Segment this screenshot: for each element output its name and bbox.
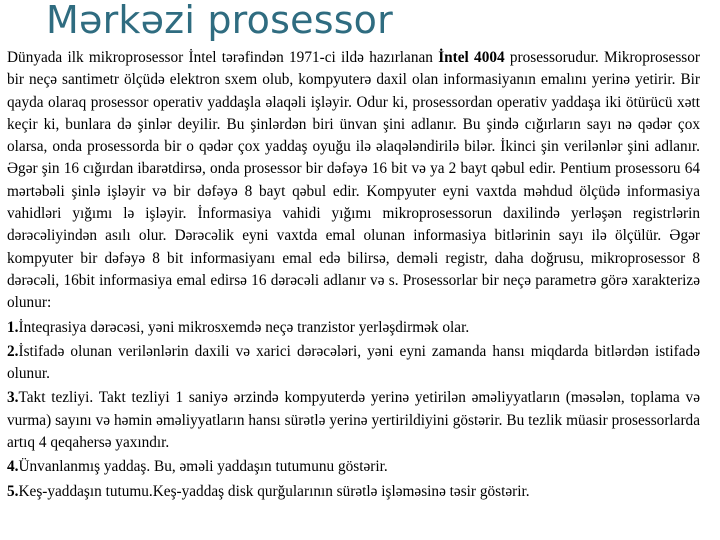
list-item-1 bbox=[7, 317, 700, 339]
intro-paragraph bbox=[7, 47, 700, 315]
list-item-text: İnteqrasiya dərəcəsi, yəni mikrosxemdə neçə tranzistor yerləşdirmək olar. bbox=[18, 318, 470, 336]
list-item-number: 2. bbox=[7, 342, 19, 360]
list-item-number: 3. bbox=[7, 389, 19, 407]
slide-title: Mərkəzi prosessor bbox=[46, 0, 393, 42]
list-item-5 bbox=[7, 481, 700, 503]
intro-text-part2: prosessorudur. Mikroprosessor bir neçə santimetr ölçüdə elektron sxem olub, kompyuterə daxil olan informasiyanın emalını yerinə yetirir. Bir qayda olaraq prosessor operativ yaddaşla əlaqəli işləyir. Odur ki, prosessordan operativ yaddaşa iki ötürücü xətt keçir ki, bunlara də şinlər deyilir. Bu şinlərdən biri ünvan şini adlanır. Bu şində cığırların sayı nə qədər çox olarsa, onda prosessorda bir o qədər çox yaddaş oyuğu ilə əlaqələndirilə bilər. İkinci şin verilənlər şini adlanır. Əgər şin 16 cığırdan ibarətdirsə, onda prosessor bir dəfəyə 16 bit və ya 2 bayt qəbul edir. Pentium prosessoru 64 mərtəbəli şinlə işləyir və bir dəfəyə 8 bayt qəbul edir. Kompyuter eyni vaxtda məhdud ölçüdə informasiya vahidləri yığımı lə işləyir. İnformasiya vahidi yığımı mikroprosessorun daxilində yerləşən registrlərin dərəcəliyindən asılı olur. Dərəcəlik eyni vaxtda emal olunan informasiya bitlərinin sayı ilə ölçülür. Əgər kompyuter bir dəfəyə 8 bit informasiyanı emal edə bilirsə, deməli registr, daha doğrusu, mikroprosessor 8 dərəcəli, 16bit informasiya emal edirsə 16 dərəcəli adlanır və s. Prosessorlar bir neçə parametrə görə xarakterizə olunur: bbox=[7, 49, 700, 312]
intro-text-bold: İntel 4004 bbox=[438, 49, 505, 66]
list-item-number: 1. bbox=[7, 318, 19, 336]
list-item-4 bbox=[7, 456, 700, 478]
list-item-text: Keş-yaddaşın tutumu.Keş-yaddaş disk qurğularının sürətlə işləməsinə təsir göstərir. bbox=[18, 482, 530, 500]
list-item-text: İstifadə olunan verilənlərin daxili və xarici dərəcələri, yəni eyni zamanda hansı miqdarda bitlərdən istifadə olunur. bbox=[7, 342, 700, 383]
list-item-2 bbox=[7, 341, 700, 386]
list-item-number: 5. bbox=[7, 482, 19, 500]
intro-text-part1: Dünyada ilk mikroprosessor İntel tərəfindən 1971-ci ildə hazırlanan bbox=[7, 49, 439, 66]
list-item-3 bbox=[7, 387, 700, 454]
slide-body bbox=[7, 47, 700, 503]
list-item-number: 4. bbox=[7, 458, 19, 476]
list-item-text: Takt tezliyi. Takt tezliyi 1 saniyə ərzində kompyuterdə yerinə yetirilən əməliyyatların (məsələn, toplama və vurma) sayını və həmin əməliyyatların hansı sürətlə yerinə yertirildiyini göstərir. Bu tezlik müasir prosessorlarda artıq 4 qeqahersə yaxındır. bbox=[7, 389, 700, 452]
list-item-text: Ünvanlanmış yaddaş. Bu, əməli yaddaşın tutumunu göstərir. bbox=[18, 458, 388, 476]
